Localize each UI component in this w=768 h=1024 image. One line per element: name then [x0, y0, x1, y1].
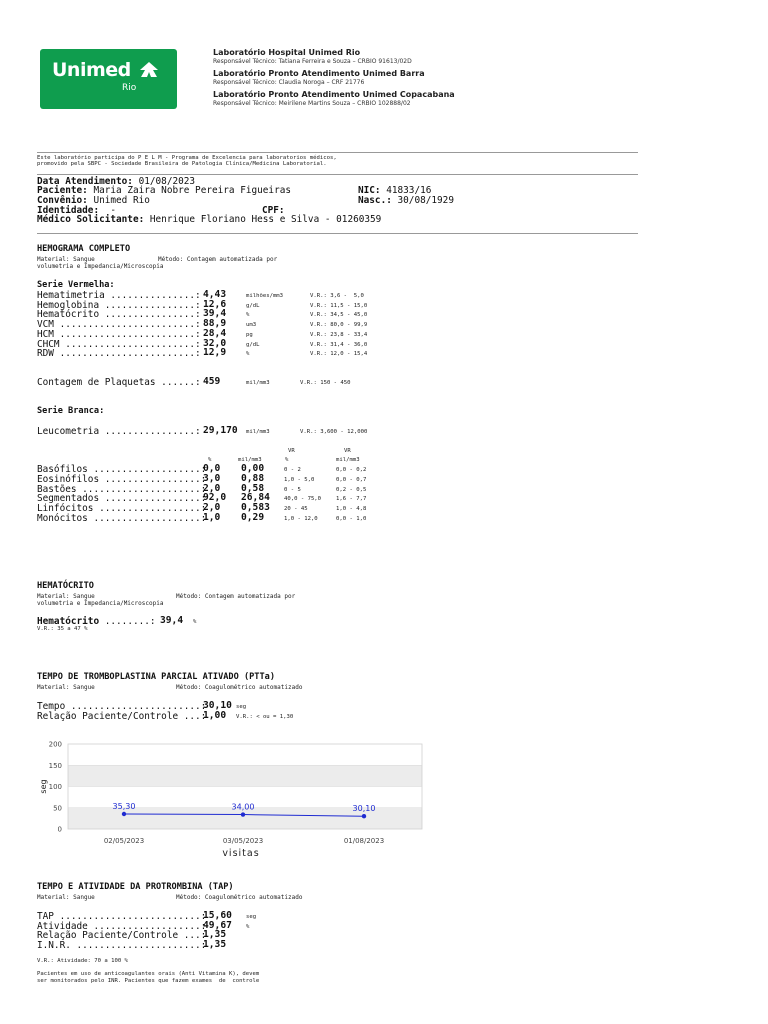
white-row-pct: 3,0	[203, 472, 221, 484]
white-row-abs: 0,29	[241, 512, 265, 523]
col-pct: %	[208, 457, 212, 463]
section-title-ptta: TEMPO DE TROMBOPLASTINA PARCIAL ATIVADO (PTTa)	[37, 672, 275, 682]
patient-birth: Nasc.: 30/08/1929	[358, 195, 454, 206]
white-row-abs: 0,88	[241, 472, 265, 484]
white-row-label: Monócitos ...................:	[37, 513, 207, 524]
data-label: 35,30	[112, 801, 136, 811]
lab-name-2: Laboratório Pronto Atendimento Unimed Barra	[213, 69, 425, 78]
leuco-value: 29,170	[203, 425, 238, 436]
patient-name: Paciente: Maria Zaira Nobre Pereira Figueiras	[37, 185, 292, 196]
tap-row-value: 1,35	[203, 929, 227, 941]
ptta-ratio-value: 1,00	[203, 710, 227, 721]
white-row-pct: 1,0	[203, 512, 221, 523]
white-row-label: Eosinófilos .................:	[37, 473, 207, 485]
red-row-label: CHCM .......................:	[37, 338, 201, 350]
ptta-ratio-ref: V.R.: < ou = 1,30	[236, 714, 294, 720]
ptta-material: Material: Sangue	[37, 684, 95, 691]
white-row-vr-pct: 1,0 - 12,0	[284, 516, 318, 522]
divider	[37, 174, 638, 175]
leuco-unit: mil/mm3	[246, 429, 270, 435]
white-row-pct: 2,0	[203, 502, 221, 514]
leuco-ref: V.R.: 3,600 - 12,000	[300, 429, 368, 435]
red-row-ref: V.R.: 34,5 - 45,0	[310, 312, 368, 319]
hematocrit-method-2: volumetria e Impedancia/Microscopia	[37, 600, 164, 607]
white-series-title: Serie Branca:	[37, 406, 105, 416]
attendance-date: Data Atendimento: 01/08/2023	[37, 176, 196, 187]
tap-row-label: TAP .........................:	[37, 911, 207, 922]
red-row-ref: V.R.: 31,4 - 36,0	[310, 341, 368, 348]
tap-row-value: 49,67	[203, 919, 232, 931]
tap-note-2: ser monitorados pelo INR. Pacientes que fazem exames de controle	[37, 978, 260, 984]
red-row-value: 4,43	[203, 289, 227, 300]
white-row-label: Basófilos ...................:	[37, 464, 207, 475]
patient-nic: NIC: 41833/16	[358, 185, 432, 196]
red-row-unit: %	[246, 312, 250, 319]
red-row-unit: milhões/mm3	[246, 293, 284, 299]
platelets-unit: mil/mm3	[246, 380, 270, 386]
unimed-tree-icon	[137, 61, 161, 79]
red-row-unit: g/dL	[246, 341, 260, 348]
tap-row-value: 1,35	[203, 938, 227, 950]
lab-name-1: Laboratório Hospital Unimed Rio	[213, 48, 361, 57]
lab-resp-1: Responsável Técnico: Tatiana Ferreira e Souza – CRBIO 91613/02D	[213, 58, 412, 65]
red-row-label: HCM ........................:	[37, 328, 201, 340]
data-label: 30,10	[352, 804, 376, 814]
col-mil: mil/mm3	[238, 457, 262, 463]
lab-name-3: Laboratório Pronto Atendimento Unimed Copacabana	[213, 90, 455, 99]
y-tick-label: 0	[57, 825, 62, 834]
white-row-pct: 92,0	[203, 492, 227, 504]
tap-note-1: Pacientes em uso de anticoagulantes orais (Anti Vitamina K), devem	[37, 971, 260, 977]
tap-row-label: I.N.R. ......................:	[37, 939, 207, 951]
ptta-time-value: 30,10	[203, 700, 232, 711]
red-row-ref: V.R.: 11,5 - 15,0	[310, 302, 368, 309]
divider	[37, 152, 638, 153]
white-row-pct: 0,0	[203, 463, 221, 474]
red-row-value: 32,0	[203, 337, 227, 349]
logo-sub: Rio	[122, 83, 137, 93]
hematocrit-value: 39,4	[160, 615, 184, 626]
red-row-unit: pg	[246, 331, 253, 338]
white-row-abs: 0,58	[241, 482, 265, 494]
white-row-abs: 26,84	[241, 492, 270, 504]
unimed-logo	[40, 49, 177, 109]
hematocrit-unit: %	[193, 619, 197, 625]
x-tick-label: 03/05/2023	[222, 837, 264, 845]
y-axis-label: seg	[39, 779, 48, 794]
y-tick-label: 50	[53, 804, 62, 813]
ptta-time-unit: seg	[236, 704, 247, 710]
red-row-unit: um3	[246, 322, 257, 329]
section-title-hemogram: HEMOGRAMA COMPLETO	[37, 244, 131, 254]
x-axis-label: visitas	[222, 848, 260, 859]
hematocrit-method: Método: Contagem automatizada por	[176, 593, 296, 600]
lab-resp-2: Responsável Técnico: Claudia Noroga – CRF 21776	[213, 79, 365, 86]
platelets-label: Contagem de Plaquetas ......:	[37, 377, 201, 388]
ptta-method: Método: Coagulométrico automatizado	[176, 684, 303, 691]
white-row-vr-pct: 40,0 - 75,0	[284, 496, 322, 503]
lab-resp-3: Responsável Técnico: Meirilene Martins Souza – CRBIO 102888/02	[213, 100, 411, 107]
red-row-ref: V.R.: 80,0 - 99,9	[310, 322, 368, 329]
hematocrit-material: Material: Sangue	[37, 593, 95, 600]
patient-cpf: CPF:	[262, 205, 285, 216]
data-point	[122, 812, 126, 816]
y-tick-label: 200	[48, 740, 62, 749]
x-tick-label: 01/08/2023	[343, 837, 385, 845]
hematocrit-ref: V.R.: 35 a 47 %	[37, 626, 88, 632]
red-row-unit: %	[246, 351, 250, 358]
tap-ref: V.R.: Atividade: 70 a 100 %	[37, 958, 128, 964]
red-row-label: VCM ........................:	[37, 319, 201, 331]
pelm-line-1: Este laboratório participa do P E L M - Programa de Excelencia para laboratorios médicos,	[37, 155, 337, 161]
red-row-unit: g/dL	[246, 302, 260, 309]
divider	[37, 233, 638, 234]
data-label: 34,00	[231, 802, 255, 812]
white-row-vr-abs: 1,0 - 4,8	[336, 506, 367, 513]
ptta-history-chart	[36, 736, 428, 860]
white-row-label: Linfócitos ..................:	[37, 503, 207, 515]
white-row-abs: 0,583	[241, 502, 270, 514]
tap-row-label: Atividade ...................:	[37, 920, 207, 932]
platelets-ref: V.R.: 150 - 450	[300, 380, 351, 386]
white-row-pct: 2,0	[203, 482, 221, 494]
red-series-title: Serie Vermelha:	[37, 280, 115, 290]
red-row-ref: V.R.: 12,0 - 15,4	[310, 351, 368, 358]
tap-row-unit: %	[246, 923, 250, 930]
red-row-value: 12,6	[203, 298, 227, 310]
vr-header: VR	[344, 448, 351, 454]
patient-id: Identidade: -	[37, 205, 117, 216]
section-title-tap: TEMPO E ATIVIDADE DA PROTROMBINA (TAP)	[37, 882, 234, 892]
white-row-vr-pct: 1,0 - 5,0	[284, 476, 315, 483]
section-title-hematocrit: HEMATÓCRITO	[37, 581, 94, 591]
white-row-vr-pct: 0 - 5	[284, 486, 301, 493]
hematocrit-row: Hematócrito ........:	[37, 616, 156, 627]
data-point	[362, 814, 366, 818]
tap-row-label: Relação Paciente/Controle ...:	[37, 930, 207, 942]
white-row-vr-abs: 1,6 - 7,7	[336, 496, 367, 503]
red-row-label: Hemoglobina ................:	[37, 299, 201, 311]
patient-insurance: Convênio: Unimed Rio	[37, 195, 150, 206]
pelm-line-2: promovido pela SBPC - Sociedade Brasileira de Patologia Clínica/Medicina Laboratorial.	[37, 161, 327, 167]
white-row-vr-abs: 0,0 - 1,0	[336, 516, 367, 522]
white-row-vr-pct: 20 - 45	[284, 506, 308, 513]
col-vr-pct: %	[285, 457, 289, 463]
red-row-value: 12,9	[203, 347, 227, 359]
ptta-ratio-label: Relação Paciente/Controle ...:	[37, 711, 207, 722]
red-row-value: 28,4	[203, 327, 227, 339]
vr-header: VR	[288, 448, 295, 454]
y-tick-label: 100	[48, 783, 62, 791]
white-row-label: Segmentados .................:	[37, 493, 207, 505]
red-row-value: 88,9	[203, 318, 227, 330]
white-row-vr-abs: 0,0 - 0,7	[336, 476, 367, 483]
x-tick-label: 02/05/2023	[103, 837, 145, 845]
red-row-label: Hematócrito ................:	[37, 309, 201, 321]
tap-method: Método: Coagulométrico automatizado	[176, 894, 303, 901]
ptta-time-label: Tempo .......................:	[37, 701, 207, 712]
leuco-label: Leucometria ................:	[37, 426, 201, 437]
red-row-label: Hematimetria ...............:	[37, 290, 201, 301]
hemogram-material: Material: Sangue	[37, 256, 95, 263]
platelets-value: 459	[203, 376, 221, 387]
col-vr-mil: mil/mm3	[336, 457, 360, 463]
white-row-vr-pct: 0 - 2	[284, 467, 301, 473]
red-row-value: 39,4	[203, 308, 227, 320]
y-tick-label: 150	[48, 761, 62, 770]
red-row-label: RDW ........................:	[37, 348, 201, 360]
white-row-label: Bastões .....................:	[37, 483, 207, 495]
hemogram-method-2: volumetria e Impedancia/Microscopia	[37, 263, 164, 270]
tap-row-unit: seg	[246, 914, 257, 920]
data-point	[241, 812, 245, 816]
white-row-vr-abs: 0,0 - 0,2	[336, 467, 367, 473]
white-row-vr-abs: 0,2 - 0,5	[336, 486, 367, 493]
grid-band	[68, 765, 422, 786]
white-row-abs: 0,00	[241, 463, 265, 474]
logo-text: Unimed	[52, 59, 131, 81]
red-row-ref: V.R.: 3,6 - 5,0	[310, 293, 364, 299]
tap-row-value: 15,60	[203, 910, 232, 921]
requesting-doctor: Médico Solicitante: Henrique Floriano Hess e Silva - 01260359	[37, 214, 382, 225]
tap-material: Material: Sangue	[37, 894, 95, 901]
red-row-ref: V.R.: 23,8 - 33,4	[310, 331, 368, 338]
hemogram-method: Método: Contagem automatizada por	[158, 256, 278, 263]
